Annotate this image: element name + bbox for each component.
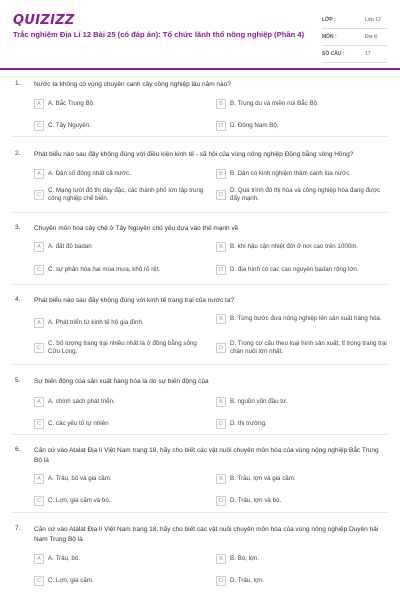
option-text: A. chính sách phát triển. xyxy=(48,397,115,405)
worksheet-header xyxy=(0,0,400,66)
option-letter-box: A xyxy=(34,169,44,179)
option-letter-box: A xyxy=(34,554,44,564)
option-d[interactable] xyxy=(216,187,388,204)
meta-row-subject xyxy=(322,29,388,46)
option-text: B. Dân có kinh nghiệm thâm canh lúa nước. xyxy=(230,169,352,177)
option-text: C. các yếu tố tự nhiên xyxy=(48,419,109,427)
question-text: Căn cứ vào Atalat Địa lí Việt Nam trang 18, hãy cho biết các vật nuôi chuyên môn hóa của vùng nông nghiệp Duyên hải Nam Trung Bộ là xyxy=(34,526,379,543)
option-text: B. Từng bước đưa nông nghiệp lên sản xuất hàng hóa. xyxy=(230,314,382,322)
question-number: 5. xyxy=(15,377,21,384)
meta-value: Địa lý xyxy=(365,34,378,40)
option-text: D. Trâu, lợn. xyxy=(230,576,265,584)
question-separator xyxy=(12,136,388,137)
option-letter-box: A xyxy=(34,397,44,407)
quizizz-logo: QUIZIZZ xyxy=(13,13,75,28)
option-d[interactable] xyxy=(216,496,388,506)
option-letter-box: A xyxy=(34,474,44,484)
option-text: D. địa hình có các cao nguyên badan rộng lớn. xyxy=(230,265,359,273)
option-letter-box: C xyxy=(34,576,44,586)
question-number: 2. xyxy=(15,150,21,157)
option-text: C. Lợn, gia cầm. xyxy=(48,576,94,584)
meta-label: MÔN : xyxy=(322,34,337,40)
option-c[interactable] xyxy=(34,576,209,586)
question-separator xyxy=(12,284,388,285)
option-letter-box: D xyxy=(216,496,226,506)
meta-panel xyxy=(322,12,388,63)
option-b[interactable] xyxy=(216,554,388,564)
header-divider xyxy=(0,68,400,70)
option-text: A. Dân số đông nhất cả nước. xyxy=(48,169,131,177)
option-letter-box: B xyxy=(216,474,226,484)
option-letter-box: A xyxy=(34,99,44,109)
option-text: D. Trong cơ cấu theo loại hình sản xuất, tỉ trọng trang trại chăn nuôi lớn nhất. xyxy=(230,340,387,356)
option-text: A. đất đỏ badan xyxy=(48,242,92,250)
option-d[interactable] xyxy=(216,265,388,275)
option-d[interactable] xyxy=(216,121,388,131)
option-letter-box: C xyxy=(34,265,44,275)
option-text: A. Phát triển từ kinh tế hộ gia đình. xyxy=(48,318,144,326)
option-b[interactable] xyxy=(216,397,388,407)
option-b[interactable] xyxy=(216,242,388,252)
option-text: C. sự phân hóa hai mùa mưa, khô rõ rệt. xyxy=(48,265,161,273)
option-text: C. Tây Nguyên. xyxy=(48,121,91,129)
option-letter-box: D xyxy=(216,190,226,200)
question-text: Phát biểu nào sau đây không đúng với điều kiện kinh tế - xã hội của vùng nông nghiệp Đồng bằng sông Hồng? xyxy=(34,151,354,158)
option-text: C. Lợn, gia cầm và bò. xyxy=(48,496,111,504)
option-a[interactable] xyxy=(34,242,209,252)
option-b[interactable] xyxy=(216,169,388,179)
question-separator xyxy=(12,434,388,435)
option-letter-box: C xyxy=(34,496,44,506)
question-text: Sự biến động của sản xuất hàng hóa là do sự biến động của xyxy=(34,378,209,385)
question-text: Phát biểu nào sau đây không đúng với kinh tế trang trại của nước ta? xyxy=(34,297,235,304)
option-a[interactable] xyxy=(34,397,209,407)
option-letter-box: C xyxy=(34,343,44,353)
option-letter-box: B xyxy=(216,99,226,109)
question-text: Căn cứ vào Atalat Địa lí Việt Nam trang 18, hãy cho biết các vật nuôi chuyên môn hóa của vùng nông nghiệp Bắc Trung Bộ là xyxy=(34,447,379,464)
option-letter-box: B xyxy=(216,397,226,407)
meta-label: LỚP : xyxy=(322,17,336,23)
option-b[interactable] xyxy=(216,314,388,324)
option-text: D. Trâu, lợn và bò. xyxy=(230,496,282,504)
meta-row-class xyxy=(322,12,388,29)
option-b[interactable] xyxy=(216,99,388,109)
option-a[interactable] xyxy=(34,318,209,328)
option-letter-box: C xyxy=(34,121,44,131)
option-b[interactable] xyxy=(216,474,388,484)
option-c[interactable] xyxy=(34,419,209,429)
option-letter-box: D xyxy=(216,343,226,353)
option-d[interactable] xyxy=(216,340,388,357)
option-letter-box: B xyxy=(216,314,226,324)
question-text: Nước ta không có vùng chuyên canh cây công nghiệp lâu năm nào? xyxy=(34,81,231,88)
option-letter-box: B xyxy=(216,169,226,179)
option-d[interactable] xyxy=(216,419,388,429)
option-text: C. Mạng lưới đô thị dày đặc, các thành phố lớn tập trung công nghiệp chế biến. xyxy=(48,187,204,203)
meta-value: 17 xyxy=(365,51,371,57)
question-separator xyxy=(12,212,388,213)
option-text: A. Trâu, bò và gia cầm. xyxy=(48,474,112,482)
option-a[interactable] xyxy=(34,474,209,484)
question-number: 3. xyxy=(15,224,21,231)
question-separator xyxy=(12,364,388,365)
option-letter-box: C xyxy=(34,190,44,200)
option-text: B. Bò, lợn. xyxy=(230,554,260,562)
option-letter-box: D xyxy=(216,419,226,429)
option-c[interactable] xyxy=(34,265,209,275)
option-letter-box: A xyxy=(34,318,44,328)
meta-row-count xyxy=(322,46,388,63)
option-letter-box: A xyxy=(34,242,44,252)
option-letter-box: B xyxy=(216,554,226,564)
meta-value: Lớp 12 xyxy=(365,17,381,23)
option-text: B. khí hậu cận nhiệt đới ở nơi cao trên 1000m. xyxy=(230,242,359,250)
option-text: B. Trung du và miền núi Bắc Bộ. xyxy=(230,99,319,107)
option-c[interactable] xyxy=(34,496,209,506)
worksheet-title: Trắc nghiệm Địa Lí 12 Bài 25 (có đáp án): Tổ chức lãnh thổ nông nghiệp (Phần 4) xyxy=(13,30,305,39)
option-a[interactable] xyxy=(34,169,209,179)
option-text: B. Trâu, lợn và gia cầm. xyxy=(230,474,296,482)
question-number: 4. xyxy=(15,296,21,303)
question-text: Chuyên môn hóa cây chè ở Tây Nguyên chủ yếu dựa vào thế mạnh về xyxy=(34,225,239,232)
option-c[interactable] xyxy=(34,121,209,131)
option-text: D. Quá trình đô thị hóa và công nghiệp hóa đang được đẩy mạnh. xyxy=(230,187,381,203)
option-letter-box: D xyxy=(216,576,226,586)
option-text: D. Đông Nam Bộ. xyxy=(230,121,279,129)
option-a[interactable] xyxy=(34,99,209,109)
option-text: A. Bắc Trung Bộ. xyxy=(48,99,95,107)
option-letter-box: B xyxy=(216,242,226,252)
question-number: 7. xyxy=(15,525,21,532)
option-a[interactable] xyxy=(34,554,209,564)
option-letter-box: D xyxy=(216,265,226,275)
option-text: B. nguồn vốn đầu tư. xyxy=(230,397,288,405)
meta-label: SỐ CÂU : xyxy=(322,51,345,57)
option-c[interactable] xyxy=(34,340,209,357)
option-letter-box: C xyxy=(34,419,44,429)
option-d[interactable] xyxy=(216,576,388,586)
option-text: C. Số lượng trang trại nhiều nhất là ở đồng bằng sông Cửu Long. xyxy=(48,340,197,356)
option-c[interactable] xyxy=(34,187,209,204)
option-text: A. Trâu, bò. xyxy=(48,554,80,562)
option-text: D. thị trường. xyxy=(230,419,267,427)
question-number: 1. xyxy=(15,80,21,87)
question-separator xyxy=(12,512,388,513)
question-number: 6. xyxy=(15,446,21,453)
option-letter-box: D xyxy=(216,121,226,131)
